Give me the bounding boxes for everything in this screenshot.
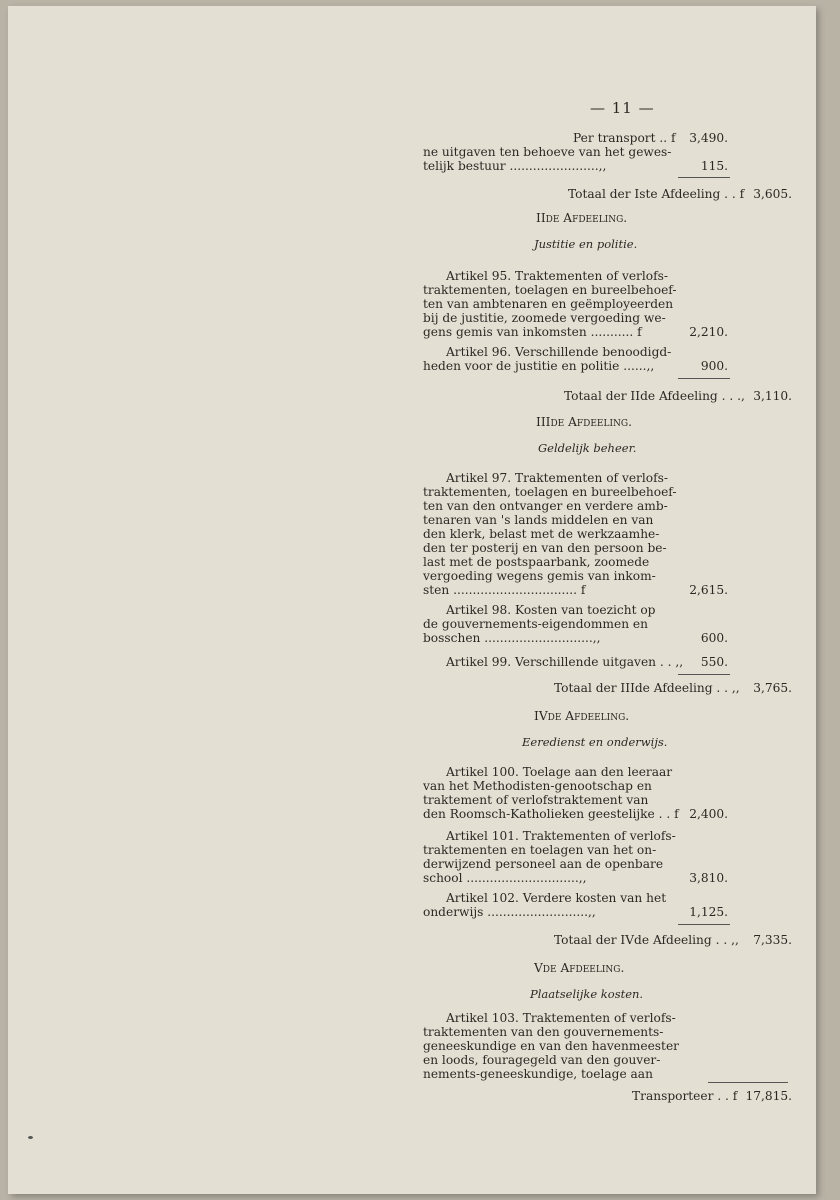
text-line: Artikel 103. Traktementen of verlofs- <box>446 1011 676 1025</box>
text-line: Artikel 99. Verschillende uitgaven . . ,, <box>446 655 684 669</box>
amount: 3,810. <box>689 871 728 885</box>
text-line: Artikel 95. Traktementen of verlofs- <box>446 269 668 283</box>
amount: 2,400. <box>689 807 728 821</box>
total-label: Totaal der IIIde Afdeeling . . ,, <box>554 681 740 695</box>
text-line: ten van den ontvanger en verdere amb- <box>423 499 668 513</box>
amount: 900. <box>700 359 728 373</box>
text-line: en loods, fouragegeld van den gouver- <box>423 1053 661 1067</box>
amount: 2,210. <box>689 325 728 339</box>
text-line: bij de justitie, zoomede vergoeding we- <box>423 311 666 325</box>
text-line: traktementen van den gouvernements- <box>423 1025 664 1039</box>
section-heading: IVde Afdeeling. <box>534 709 630 723</box>
text-line: vergoeding wegens gemis van inkom- <box>423 569 656 583</box>
text-line: traktement of verlofstraktement van <box>423 793 649 807</box>
section-heading: Vde Afdeeling. <box>534 961 625 975</box>
section-subheading: Eeredienst en onderwijs. <box>522 735 668 749</box>
transporteer-amount: 17,815. <box>745 1089 792 1103</box>
per-transport-label: Per transport .. f <box>573 131 676 145</box>
text-line: den Roomsch-Katholieken geestelijke . . f <box>423 807 679 821</box>
section-subheading: Justitie en politie. <box>534 237 638 251</box>
text-line: traktementen, toelagen en bureelbehoef- <box>423 283 677 297</box>
text-line: ten van ambtenaren en geëmployeerden <box>423 297 674 311</box>
sum-rule <box>708 1082 788 1083</box>
total-label: Totaal der IIde Afdeeling . . ., <box>564 389 745 403</box>
sum-rule <box>678 378 730 379</box>
sum-rule <box>678 674 730 675</box>
text-line: heden voor de justitie en politie ......,, <box>423 359 655 373</box>
text-line: gens gemis van inkomsten ........... f <box>423 325 642 339</box>
text-line: sten ................................ f <box>423 583 586 597</box>
text-line: Artikel 96. Verschillende benoodigd- <box>446 345 672 359</box>
sum-rule <box>678 177 730 178</box>
paper-speck <box>28 1136 33 1139</box>
text-line: nements-geneeskundige, toelage aan <box>423 1067 653 1081</box>
text-line: ne uitgaven ten behoeve van het gewes- <box>423 145 672 159</box>
amount: 550. <box>700 655 728 669</box>
page-number: — 11 — <box>590 99 655 117</box>
amount: 2,615. <box>689 583 728 597</box>
text-line: van het Methodisten-genootschap en <box>423 779 652 793</box>
text-line: Artikel 101. Traktementen of verlofs- <box>446 829 676 843</box>
text-line: bosschen ............................,, <box>423 631 601 645</box>
text-line: Artikel 98. Kosten van toezicht op <box>446 603 656 617</box>
document-page <box>8 6 816 1194</box>
text-line: geneeskundige en van den havenmeester <box>423 1039 679 1053</box>
total-amount: 3,110. <box>753 389 792 403</box>
total-amount: 3,765. <box>753 681 792 695</box>
section-subheading: Plaatselijke kosten. <box>530 987 644 1001</box>
amount: 1,125. <box>689 905 728 919</box>
text-line: last met de postspaarbank, zoomede <box>423 555 650 569</box>
text-line: school .............................,, <box>423 871 587 885</box>
section-heading: IIIde Afdeeling. <box>536 415 632 429</box>
text-line: Artikel 100. Toelage aan den leeraar <box>446 765 673 779</box>
total-label: Totaal der IVde Afdeeling . . ,, <box>554 933 739 947</box>
text-line: traktementen en toelagen van het on- <box>423 843 657 857</box>
total-amount: 7,335. <box>753 933 792 947</box>
text-line: den klerk, belast met de werkzaamhe- <box>423 527 660 541</box>
text-line: onderwijs ..........................,, <box>423 905 596 919</box>
total-label: Totaal der Iste Afdeeling . . f <box>568 187 745 201</box>
amount: 600. <box>700 631 728 645</box>
sum-rule <box>678 924 730 925</box>
amount: 115. <box>700 159 728 173</box>
per-transport-amount: 3,490. <box>689 131 728 145</box>
text-line: Artikel 97. Traktementen of verlofs- <box>446 471 668 485</box>
transporteer-label: Transporteer . . f <box>632 1089 738 1103</box>
text-line: telijk bestuur .......................,, <box>423 159 607 173</box>
total-amount: 3,605. <box>753 187 792 201</box>
section-subheading: Geldelijk beheer. <box>538 441 637 455</box>
text-line: traktementen, toelagen en bureelbehoef- <box>423 485 677 499</box>
text-line: derwijzend personeel aan de openbare <box>423 857 664 871</box>
section-heading: IIde Afdeeling. <box>536 211 628 225</box>
text-line: tenaren van 's lands middelen en van <box>423 513 654 527</box>
text-line: de gouvernements-eigendommen en <box>423 617 648 631</box>
text-line: den ter posterij en van den persoon be- <box>423 541 667 555</box>
text-line: Artikel 102. Verdere kosten van het <box>446 891 667 905</box>
